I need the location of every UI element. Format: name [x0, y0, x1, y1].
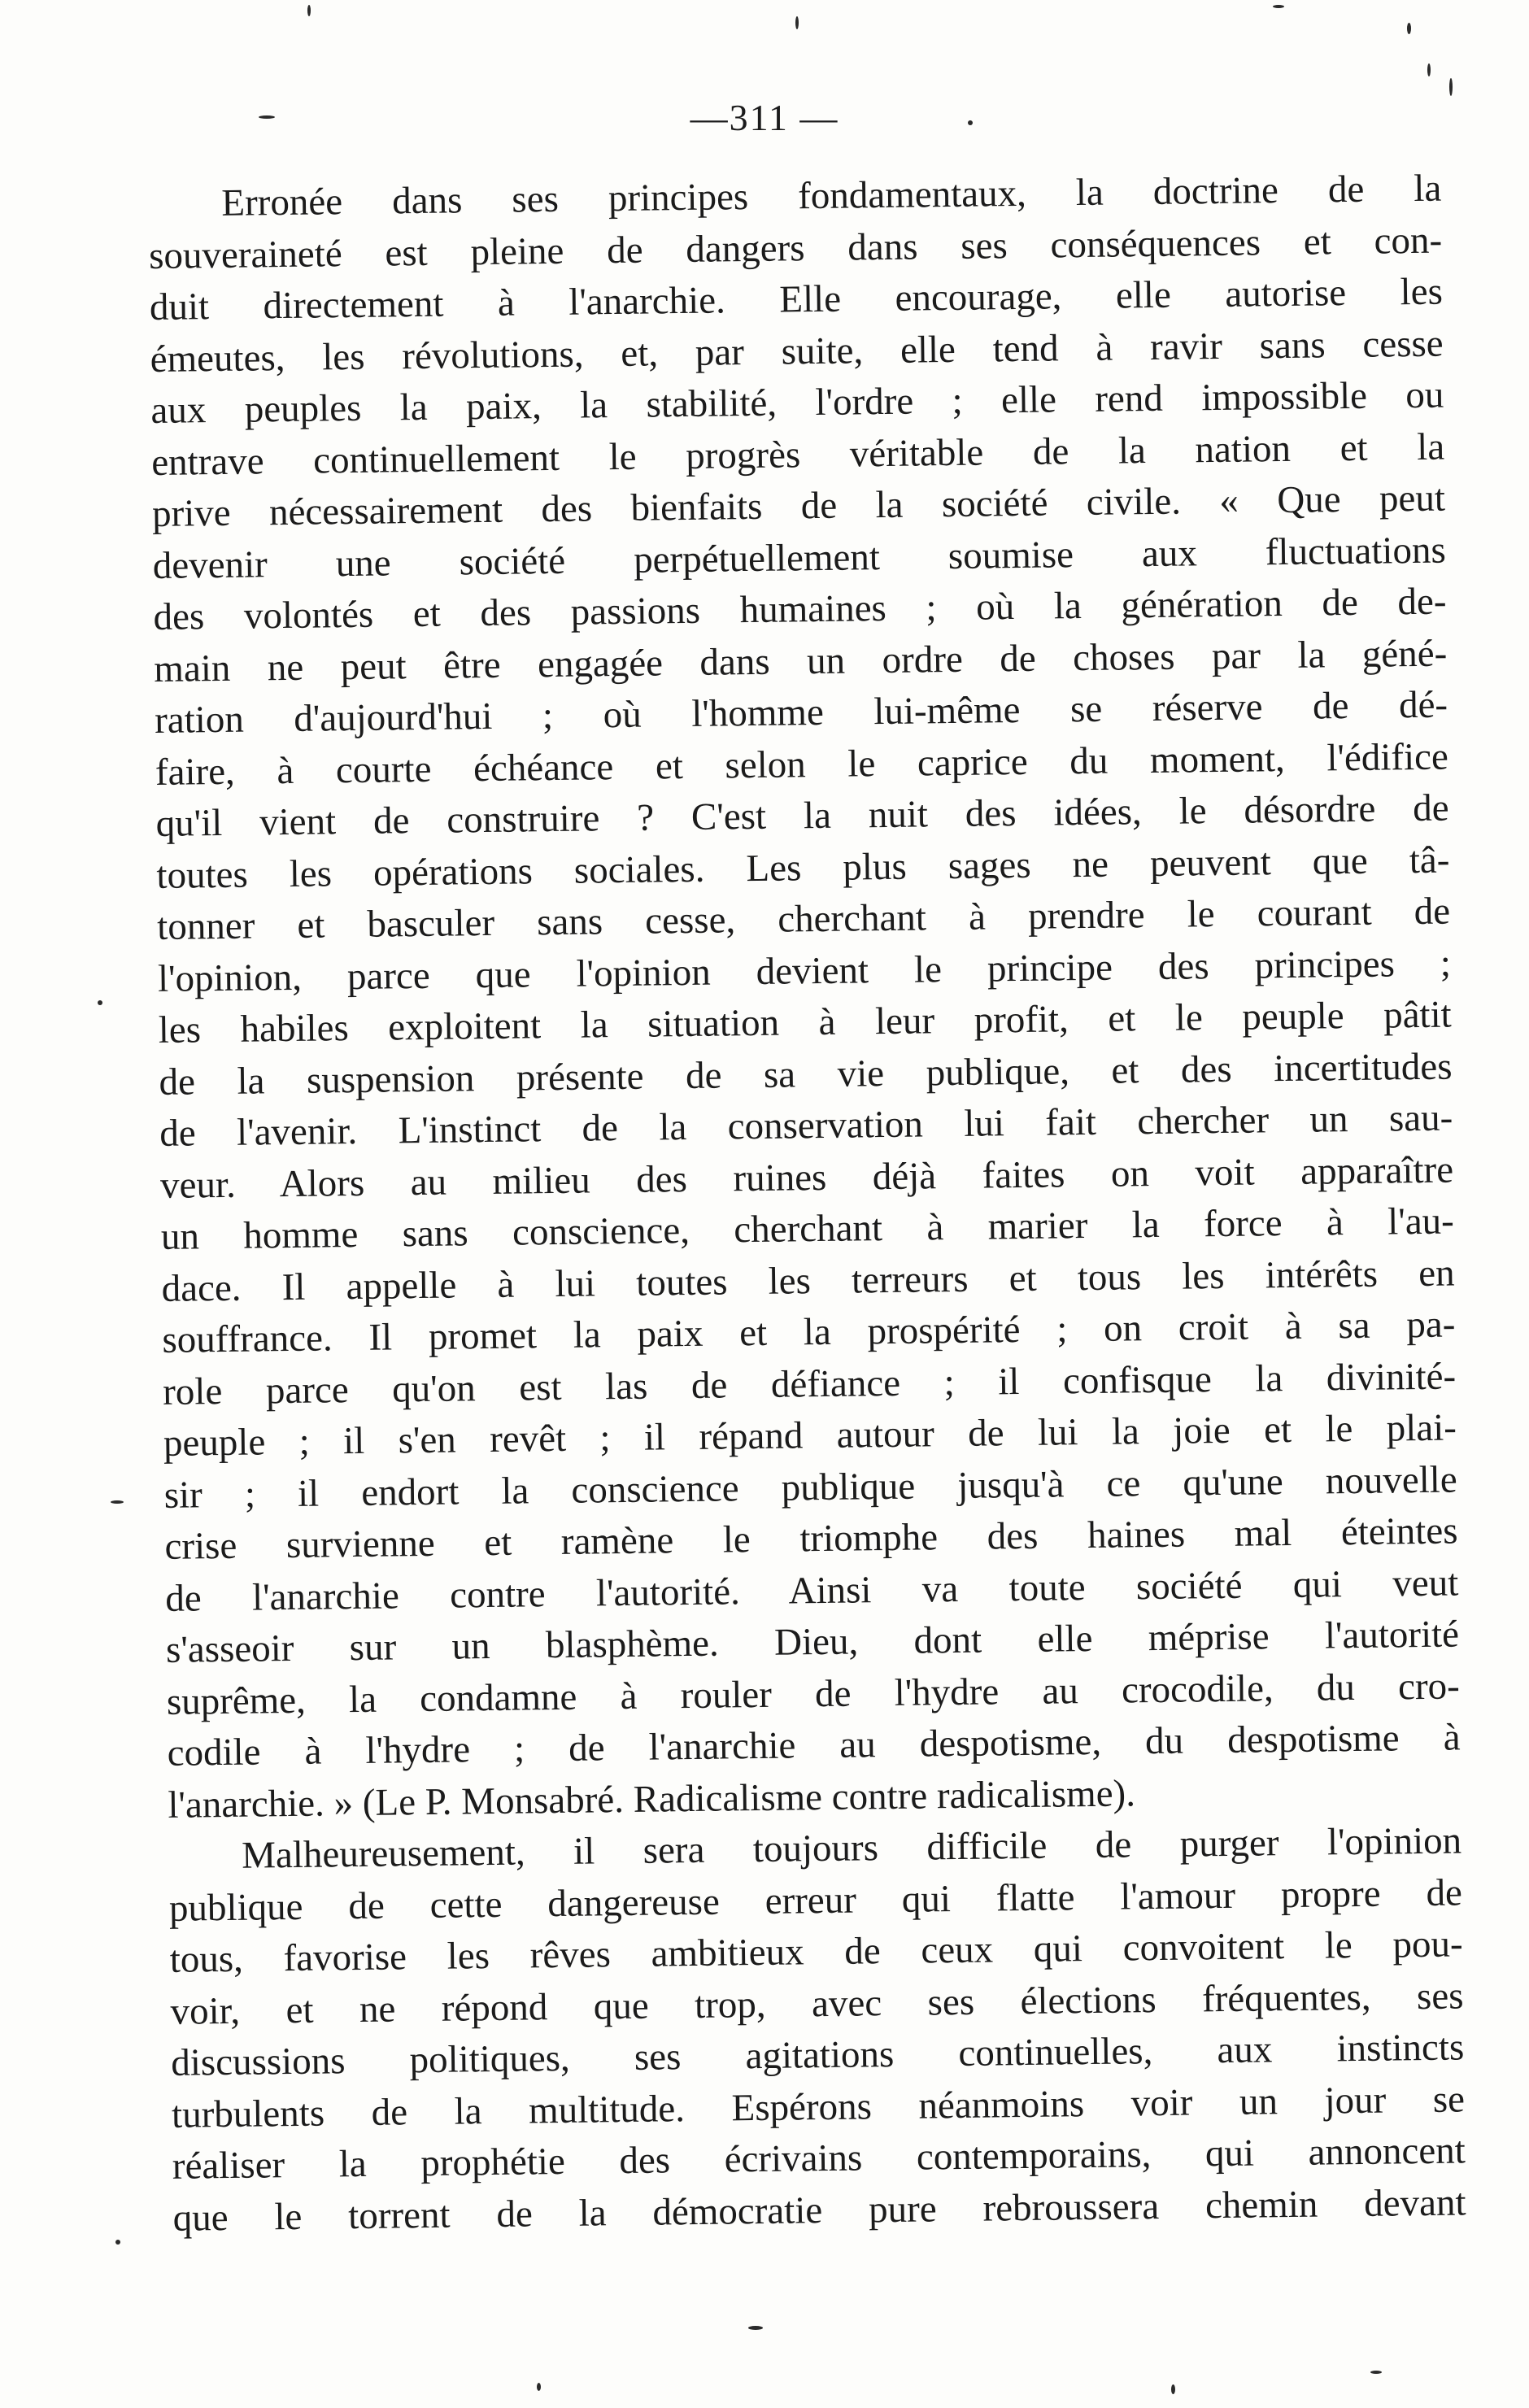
- text-line: de la suspension présente de sa vie publique, et des incertitudes: [159, 1044, 1453, 1104]
- text-line: publique de cette dangereuse erreur qui flatte l'amour propre de: [168, 1870, 1463, 1930]
- text-line: peuple ; il s'en revêt ; il répand autour de lui la joie et le plai-: [163, 1406, 1457, 1465]
- scan-speck: [537, 2383, 541, 2391]
- text-line: Erronée dans ses principes fondamentaux, la doctrine de la: [221, 167, 1442, 224]
- text-line: de l'anarchie contre l'autorité. Ainsi va toute société qui veut: [165, 1561, 1459, 1620]
- text-line: devenir une société perpétuellement soumise aux fluctuations: [152, 529, 1447, 587]
- paragraph-1: [148, 163, 1461, 1831]
- scan-speck: [1407, 23, 1411, 34]
- text-line: ration d'aujourd'hui ; où l'homme lui-même se réserve de dé-: [154, 683, 1448, 742]
- scan-speck: [1427, 63, 1431, 76]
- text-line: crise survienne et ramène le triomphe des haines mal éteintes: [164, 1509, 1458, 1568]
- text-line: tous, favorise les rêves ambitieux de ceux qui convoitent le pou-: [169, 1922, 1463, 1981]
- scan-speck: [1273, 5, 1284, 8]
- text-line: Malheureusement, il sera toujours difficile de purger l'opinion: [241, 1819, 1462, 1877]
- text-line: les habiles exploitent la situation à leur profit, et le peuple pâtit: [158, 993, 1452, 1052]
- text-line: de l'avenir. L'instinct de la conservation lui fait chercher un sau-: [159, 1096, 1453, 1155]
- scan-speck: [111, 1500, 124, 1504]
- paragraph-2: [168, 1815, 1466, 2244]
- text-line: des volontés et des passions humaines ; où la génération de de-: [153, 580, 1447, 638]
- text-line: entrave continuellement le progrès véritable de la nation et la: [150, 425, 1445, 484]
- text-line: émeutes, les révolutions, et, par suite, elle tend à ravir sans cesse: [150, 322, 1444, 381]
- text-line: souveraineté est pleine de dangers dans ses conséquences et con-: [148, 219, 1443, 277]
- scan-speck: [307, 5, 311, 16]
- scan-speck: [1171, 2384, 1175, 2394]
- text-line: qu'il vient de construire ? C'est la nuit des idées, le désordre de: [155, 786, 1449, 845]
- scan-speck: [1370, 2371, 1382, 2374]
- text-line: prive nécessairement des bienfaits de la société civile. « Que peut: [151, 477, 1446, 535]
- text-line: que le torrent de la démocratie pure rebroussera chemin devant: [172, 2180, 1466, 2240]
- text-line: discussions politiques, ses agitations continuelles, aux instincts: [170, 2026, 1465, 2084]
- text-line: l'anarchie. » (Le P. Monsabré. Radicalisme contre radicalisme).: [168, 1771, 1136, 1827]
- text-line: un homme sans conscience, cherchant à marier la force à l'au-: [160, 1200, 1455, 1258]
- text-line: main ne peut être engagée dans un ordre de choses par la géné-: [154, 632, 1448, 690]
- scan-speck: [795, 16, 799, 29]
- text-line: suprême, la condamne à rouler de l'hydre au crocodile, du cro-: [166, 1664, 1461, 1723]
- scan-speck: [1449, 78, 1453, 96]
- text-line: voir, et ne répond que trop, avec ses élections fréquentes, ses: [170, 1974, 1464, 2033]
- text-line: l'opinion, parce que l'opinion devient le principe des principes ;: [157, 942, 1452, 1000]
- text-line: sir ; il endort la conscience publique jusqu'à ce qu'une nouvelle: [163, 1457, 1457, 1517]
- text-line: veur. Alors au milieu des ruines déjà faites on voit apparaître: [159, 1147, 1454, 1207]
- text-line: aux peuples la paix, la stabilité, l'ordre ; elle rend impossible ou: [150, 373, 1444, 432]
- text-line: faire, à courte échéance et selon le caprice du moment, l'édifice: [155, 735, 1449, 794]
- text-line: réaliser la prophétie des écrivains contemporains, qui annoncent: [172, 2129, 1466, 2188]
- scan-speck: [115, 2240, 120, 2245]
- text-line: duit directement à l'anarchie. Elle encourage, elle autorise les: [149, 270, 1444, 329]
- text-line: role parce qu'on est las de défiance ; il confisque la divinité-: [162, 1354, 1457, 1413]
- text-line: tonner et basculer sans cesse, cherchant à prendre le courant de: [156, 890, 1451, 948]
- scan-speck: [259, 115, 275, 119]
- text-line: codile à l'hydre ; de l'anarchie au despotisme, du despotisme à: [167, 1716, 1461, 1774]
- text-line: s'asseoir sur un blasphème. Dieu, dont elle méprise l'autorité: [165, 1613, 1460, 1671]
- text-line: turbulents de la multitude. Espérons néanmoins voir un jour se: [171, 2077, 1466, 2136]
- page-number: —311 —: [690, 97, 839, 138]
- scan-speck: [748, 2326, 763, 2330]
- text-line: souffrance. Il promet la paix et la prospérité ; on croit à sa pa-: [162, 1303, 1456, 1361]
- scan-speck: [98, 1000, 102, 1005]
- body-text: [148, 163, 1466, 2245]
- text-line: toutes les opérations sociales. Les plus sages ne peuvent que tâ-: [156, 838, 1450, 897]
- text-line: dace. Il appelle à lui toutes les terreurs et tous les intérêts en: [161, 1251, 1455, 1310]
- scan-speck: [968, 120, 973, 125]
